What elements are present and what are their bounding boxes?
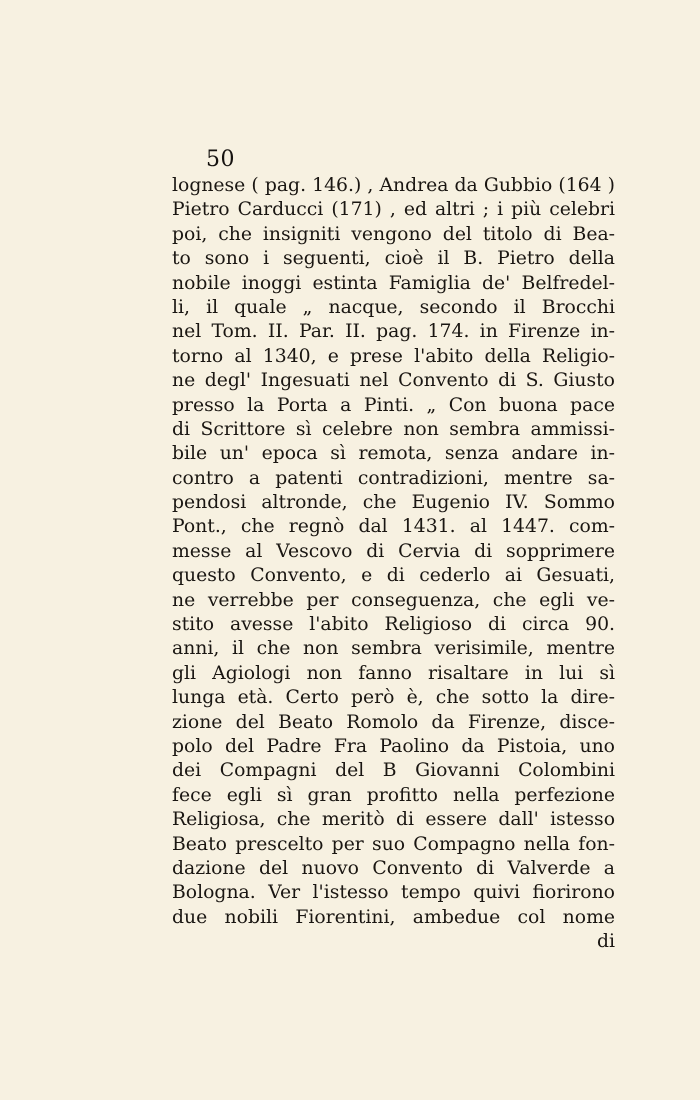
text-line: di Scrittore sì celebre non sembra ammissi- — [172, 418, 615, 440]
text-line: zione del Beato Romolo da Firenze, disce- — [172, 711, 615, 733]
text-line: lunga età. Certo però è, che sotto la dire- — [172, 687, 615, 709]
text-line: Bologna. Ver l'istesso tempo quivi fiorirono — [172, 882, 615, 904]
text-line: messe al Vescovo di Cervia di sopprimere — [172, 540, 615, 562]
text-line: nobile inoggi estinta Famiglia de' Belfredel- — [172, 272, 615, 294]
page-number: 50 — [206, 147, 235, 172]
text-line: li, il quale „ nacque, secondo il Brocchi — [172, 296, 615, 318]
text-line: polo del Padre Fra Paolino da Pistoia, uno — [172, 735, 615, 757]
text-line: contro a patenti contradizioni, mentre sa- — [172, 467, 615, 489]
text-line: questo Convento, e di cederlo ai Gesuati, — [172, 565, 615, 587]
text-line: dazione del nuovo Convento di Valverde a — [172, 857, 615, 879]
text-line: stito avesse l'abito Religioso di circa 90. — [172, 614, 615, 636]
text-line: anni, il che non sembra verisimile, mentre — [172, 638, 615, 660]
text-line: due nobili Fiorentini, ambedue col nome — [172, 906, 615, 928]
text-line: poi, che insigniti vengono del titolo di Bea- — [172, 223, 615, 245]
text-line: nel Tom. II. Par. II. pag. 174. in Firenze in- — [172, 321, 615, 343]
text-line: ne verrebbe per conseguenza, che egli ve- — [172, 589, 615, 611]
text-line: pendosi altronde, che Eugenio IV. Sommo — [172, 492, 615, 514]
text-line: dei Compagni del B Giovanni Colombini — [172, 760, 615, 782]
text-line: Religiosa, che meritò di essere dall' istesso — [172, 809, 615, 831]
text-line: fece egli sì gran profitto nella perfezione — [172, 784, 615, 806]
body-text — [172, 174, 615, 955]
text-line: torno al 1340, e prese l'abito della Religio- — [172, 345, 615, 367]
text-line: to sono i seguenti, cioè il B. Pietro della — [172, 248, 615, 270]
text-line: Pietro Carducci (171) , ed altri ; i più celebri — [172, 199, 615, 221]
text-line: Pont., che regnò dal 1431. al 1447. com- — [172, 516, 615, 538]
text-line: presso la Porta a Pinti. „ Con buona pace — [172, 394, 615, 416]
text-line: lognese ( pag. 146.) , Andrea da Gubbio (164 ) — [172, 175, 615, 196]
catchword: di — [596, 931, 615, 953]
text-line: gli Agiologi non fanno risaltare in lui sì — [172, 662, 615, 684]
text-line: Beato prescelto per suo Compagno nella fon- — [172, 833, 615, 855]
text-line: bile un' epoca sì remota, senza andare in- — [172, 443, 615, 465]
text-line: ne degl' Ingesuati nel Convento di S. Giusto — [172, 370, 615, 392]
